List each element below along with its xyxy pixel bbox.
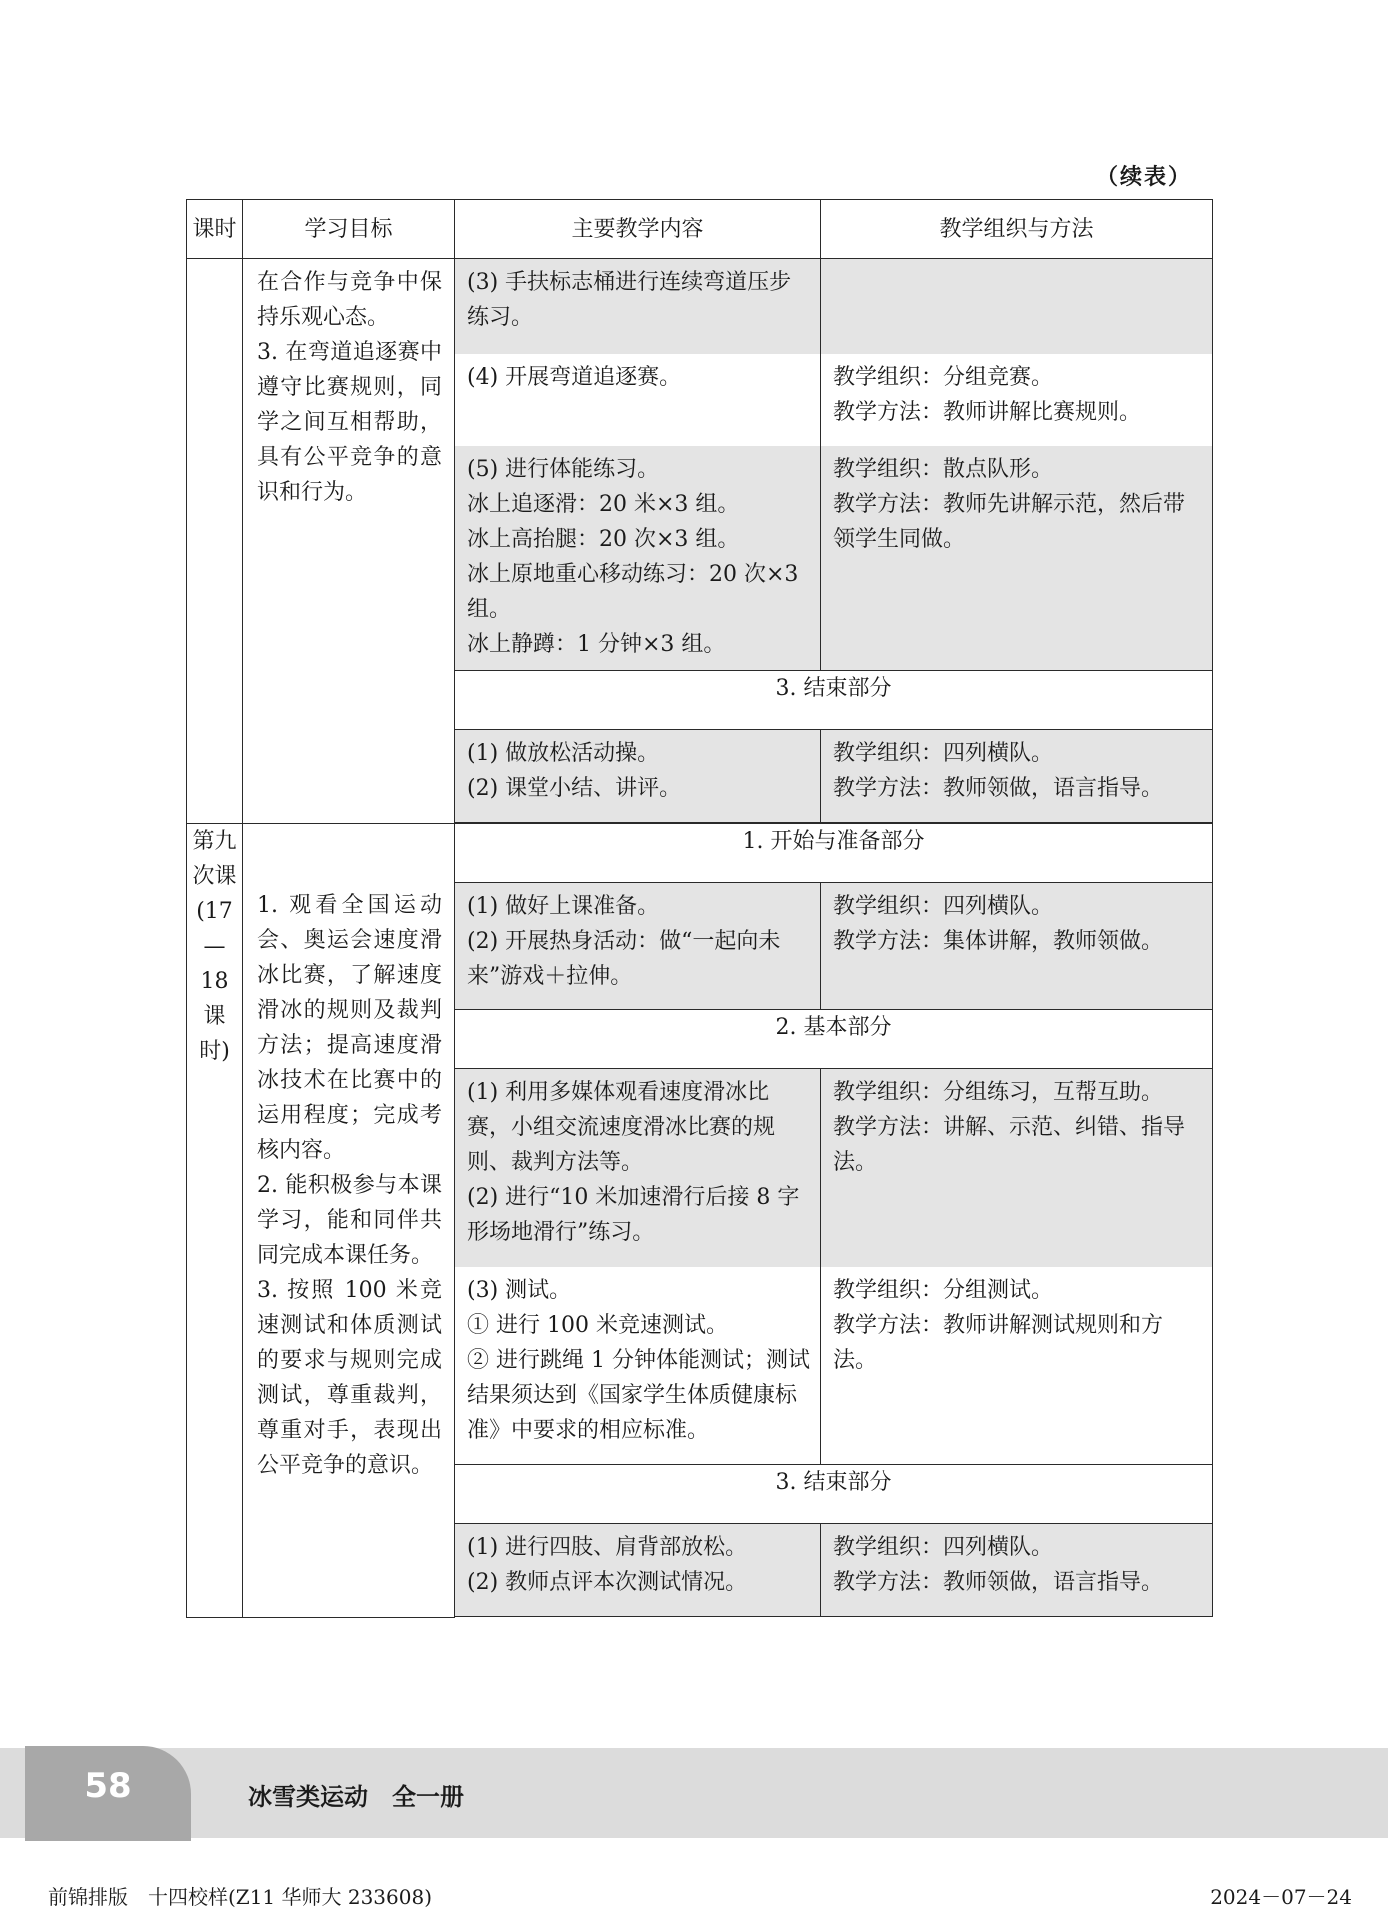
method-cell (821, 1524, 1213, 1617)
content-cell (455, 1524, 821, 1617)
method-cell (821, 730, 1213, 823)
print-info: 前锦排版 十四校样(Z11 华师大 233608) (48, 1885, 433, 1909)
content-text: (1) 利用多媒体观看速度滑冰比赛，小组交流速度滑冰比赛的规则、裁判方法等。 (2) 进行“10 米加速滑行后接 8 字形场地滑行”练习。 (467, 1080, 800, 1245)
method-cell (821, 354, 1213, 446)
section-start-label: 1. 开始与准备部分 (455, 824, 1213, 883)
content-cell (455, 730, 821, 823)
content-cell (455, 1267, 821, 1465)
content-cell (455, 259, 821, 355)
method-text: 教学组织：分组竞赛。 教学方法：教师讲解比赛规则。 (833, 365, 1142, 425)
section-end-label: 3. 结束部分 (455, 1465, 1213, 1524)
content-cell (455, 1069, 821, 1268)
table-row (187, 259, 1213, 355)
method-cell (821, 446, 1213, 671)
content-text: (3) 手扶标志桶进行连续弯道压步练习。 (467, 270, 792, 330)
print-date: 2024－07－24 (1210, 1885, 1352, 1909)
method-text (821, 259, 1212, 273)
lesson-plan-table (186, 199, 1213, 1618)
method-text: 教学组织：分组练习，互帮互助。 教学方法：讲解、示范、纠错、指导法。 (833, 1080, 1186, 1175)
content-text: (1) 进行四肢、肩背部放松。 (2) 教师点评本次测试情况。 (467, 1535, 748, 1595)
method-text: 教学组织：四列横队。 教学方法：教师领做，语言指导。 (833, 1535, 1164, 1595)
method-cell (821, 883, 1213, 1010)
header-goals: 学习目标 (243, 200, 455, 259)
header-method: 教学组织与方法 (821, 200, 1213, 259)
content-text: (4) 开展弯道追逐赛。 (467, 365, 682, 390)
method-text: 教学组织：四列横队。 教学方法：集体讲解，教师领做。 (833, 894, 1164, 954)
section-basic-label: 2. 基本部分 (455, 1010, 1213, 1069)
method-text: 教学组织：四列横队。 教学方法：教师领做，语言指导。 (833, 741, 1164, 801)
content-text: (3) 测试。 ① 进行 100 米竞速测试。 ② 进行跳绳 1 分钟体能测试；测试结果须达到《国家学生体质健康标准》中要求的相应标准。 (467, 1278, 810, 1443)
content-text: (5) 进行体能练习。 冰上追逐滑：20 米×3 组。 冰上高抬腿：20 次×3 组。 冰上原地重心移动练习：20 次×3 组。 冰上静蹲：1 分钟×3 组。 (467, 457, 799, 657)
content-text: (1) 做放松活动操。 (2) 课堂小结、讲评。 (467, 741, 682, 801)
content-cell (455, 883, 821, 1010)
section-row (187, 824, 1213, 883)
session-cell-empty (187, 259, 243, 824)
method-cell (821, 1069, 1213, 1268)
goals-text: 在合作与竞争中保持乐观心态。 3. 在弯道追逐赛中遵守比赛规则，同学之间互相帮助，具有公平竞争的意识和行为。 (257, 270, 442, 505)
content-cell (455, 446, 821, 671)
header-session: 课时 (187, 200, 243, 259)
header-content: 主要教学内容 (455, 200, 821, 259)
footer-band (0, 1748, 1388, 1838)
session-cell: 第九 次课 (17— 18 课 时) (187, 824, 243, 1618)
method-cell (821, 259, 1213, 355)
section-end-label: 3. 结束部分 (455, 671, 1213, 730)
method-cell (821, 1267, 1213, 1465)
book-title: 冰雪类运动 全一册 (248, 1783, 464, 1811)
method-text: 教学组织：散点队形。 教学方法：教师先讲解示范，然后带领学生同做。 (833, 457, 1186, 552)
goals-cell (243, 259, 455, 824)
goals-text: 1. 观看全国运动会、奥运会速度滑冰比赛，了解速度滑冰的规则及裁判方法；提高速度滑冰技术在比赛中的运用程度；完成考核内容。 2. 能积极参与本课学习，能和同伴共同完成本课任务。 3. 按照 100 米竞速测试和体质测试的要求与规则完成测试，尊重裁判，尊重对手，表现出公平竞争的意识。 (257, 893, 442, 1478)
method-text: 教学组织：分组测试。 教学方法：教师讲解测试规则和方法。 (833, 1278, 1164, 1373)
content-cell (455, 354, 821, 446)
goals-cell (243, 824, 455, 1618)
table-header-row (187, 200, 1213, 259)
continued-label: （续表） (1096, 165, 1193, 190)
content-text: (1) 做好上课准备。 (2) 开展热身活动：做“一起向未来”游戏＋拉伸。 (467, 894, 781, 989)
page-number: 58 (84, 1766, 132, 1806)
